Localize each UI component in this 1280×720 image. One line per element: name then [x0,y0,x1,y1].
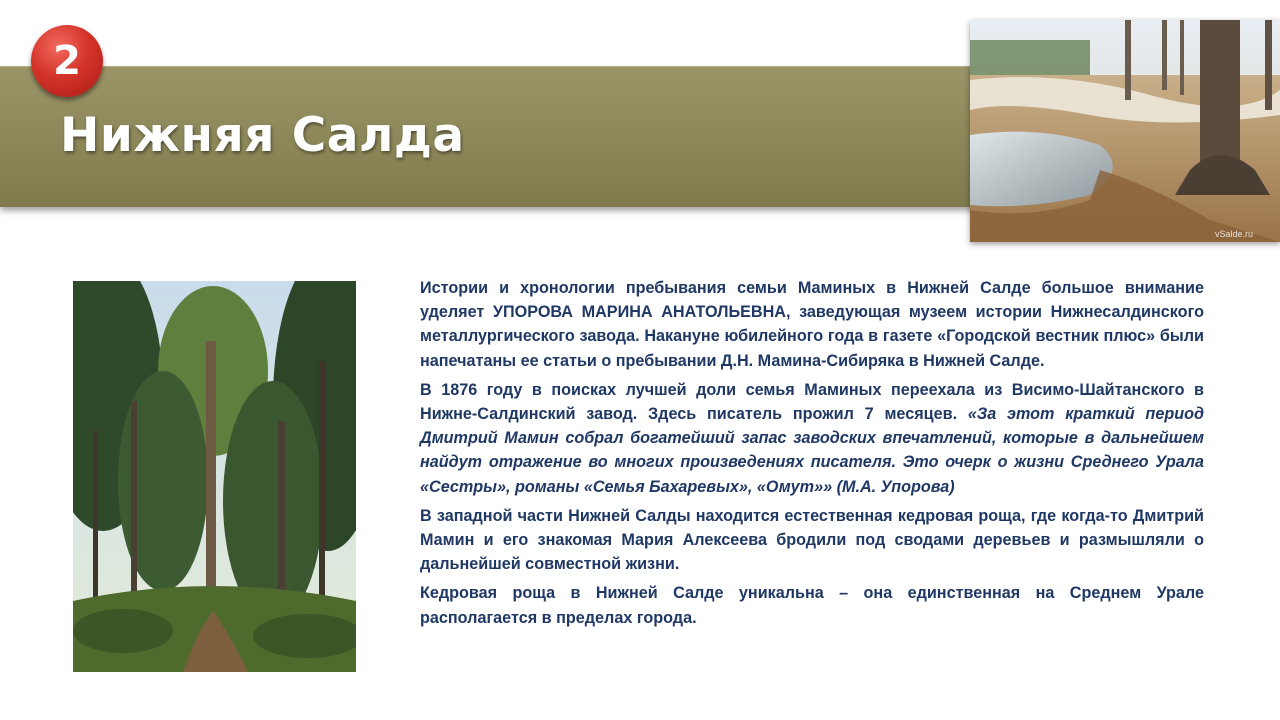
body-text [420,276,1204,635]
paragraph-uporova: Истории и хронологии пребывания семьи Маминых в Нижней Салде большое внимание уделяет УПОРОВА МАРИНА АНАТОЛЬЕВНА, заведующая музеем истории Нижнесалдинского металлургического завода. Накануне юбилейного года в газете «Городской вестник плюс» были напечатаны ее статьи о пребывании Д.Н. Мамина-Сибиряка в Нижней Салде. [420,279,1204,370]
cedar-grove-illustration [73,281,356,672]
paragraph-1876-text: В 1876 году в поисках лучшей доли семья Маминых переехала из Висимо-Шайтанского в Нижне-Салдинский завод. Здесь писатель прожил 7 месяцев. [420,380,1204,424]
spring-photo [970,20,1280,242]
paragraph-unique-grove: Кедровая роща в Нижней Салде уникальна – она единственная на Среднем Урале располагается в пределах города. [420,584,1204,627]
upoprova-quote: «За этот краткий период Дмитрий Мамин собрал богатейший запас заводских впечатлений, которые в дальнейшем найдут отражение во многих произведениях писателя. Это очерк о жизни Среднего Урала «Сестры», романы «Семья Бахаревых», «Омут»» (М.А. Упорова) [420,405,1204,496]
slide-title: Нижняя Салда [60,108,465,163]
cedar-grove-photo [73,281,356,672]
paragraph-cedar-grove: В западной части Нижней Салды находится естественная кедровая роща, где когда-то Дмитрий Мамин и его знакомая Мария Алексеева бродили под сводами деревьев и размышляли о дальнейшей совместной жизни. [420,506,1204,574]
photo-watermark: vSalde.ru [1215,229,1254,239]
paragraph-1876 [420,378,1204,499]
slide-number-badge: 2 [31,25,103,97]
spring-photo-illustration [970,20,1280,242]
